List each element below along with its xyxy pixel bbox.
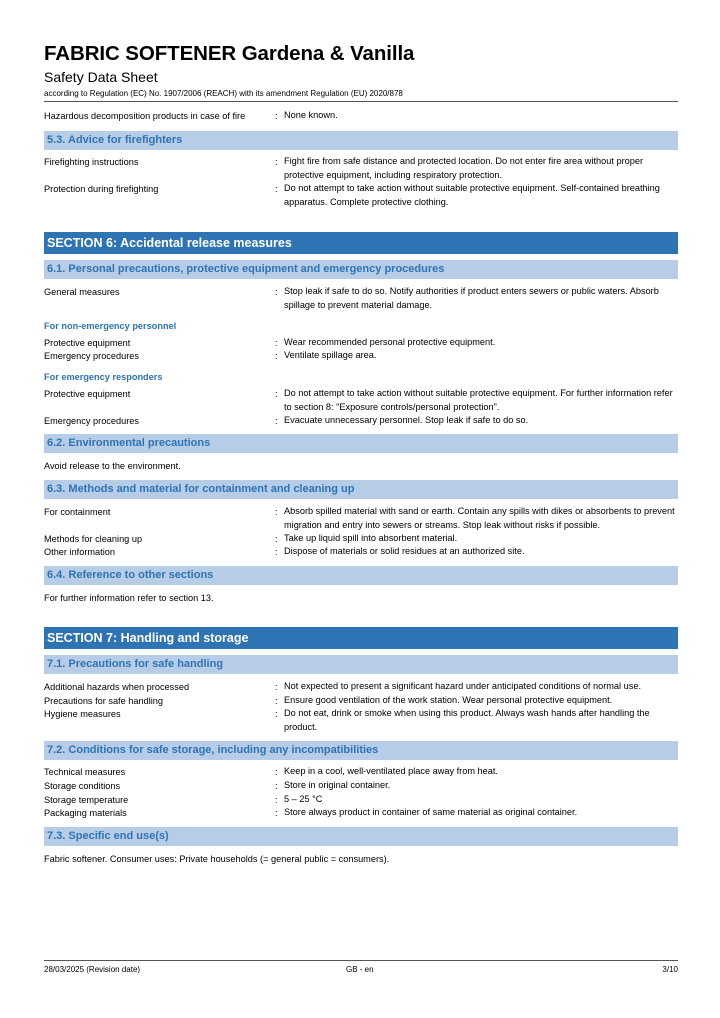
- document-title: FABRIC SOFTENER Gardena & Vanilla: [44, 42, 415, 65]
- er-emergency-procedures-label: Emergency procedures: [44, 416, 139, 426]
- subsection-6-4-header: 6.4. Reference to other sections: [44, 566, 678, 585]
- colon: :: [275, 547, 278, 557]
- colon: :: [275, 157, 278, 167]
- cleaning-up-value: Take up liquid spill into absorbent material.: [284, 533, 458, 543]
- safe-handling-value: Ensure good ventilation of the work station. Wear personal protective equipment.: [284, 695, 613, 705]
- storage-temperature-label: Storage temperature: [44, 795, 129, 805]
- page-number: 3/10: [662, 965, 678, 974]
- ne-emergency-procedures-value: Ventilate spillage area.: [284, 350, 377, 360]
- colon: :: [275, 351, 278, 361]
- subsection-6-2-header: 6.2. Environmental precautions: [44, 434, 678, 453]
- packaging-materials-value: Store always product in container of same material as original container.: [284, 807, 578, 817]
- containment-value: Absorb spilled material with sand or earth. Contain any spills with dikes or absorbents to prevent migration and entry into sewers or streams. Stop leak without risks if possible.: [284, 506, 675, 530]
- header-divider: [44, 101, 678, 102]
- cleaning-up-label: Methods for cleaning up: [44, 534, 143, 544]
- technical-measures-value: Keep in a cool, well-ventilated place away from heat.: [284, 766, 498, 776]
- er-protective-equipment-value: Do not attempt to take action without suitable protective equipment. For further information refer to section 8: "Exposure controls/personal protection".: [284, 388, 673, 412]
- subsection-6-1-header: 6.1. Personal precautions, protective equipment and emergency procedures: [44, 260, 678, 279]
- language-code: GB - en: [346, 965, 374, 974]
- other-information-value: Dispose of materials or solid residues at an authorized site.: [284, 546, 525, 556]
- er-protective-equipment-label: Protective equipment: [44, 389, 131, 399]
- colon: :: [275, 111, 278, 121]
- colon: :: [275, 682, 278, 692]
- colon: :: [275, 389, 278, 399]
- environmental-precautions-text: Avoid release to the environment.: [44, 461, 181, 471]
- hygiene-measures-label: Hygiene measures: [44, 709, 121, 719]
- subsection-7-3-header: 7.3. Specific end use(s): [44, 827, 678, 846]
- decomposition-value: None known.: [284, 110, 338, 120]
- firefighting-protection-label: Protection during firefighting: [44, 184, 159, 194]
- colon: :: [275, 808, 278, 818]
- revision-date: 28/03/2025 (Revision date): [44, 965, 141, 974]
- section-6-header: SECTION 6: Accidental release measures: [44, 232, 678, 254]
- regulation-note: according to Regulation (EC) No. 1907/2006 (REACH) with its amendment Regulation (EU) 2020/878: [44, 89, 403, 98]
- document-subtitle: Safety Data Sheet: [44, 69, 158, 85]
- er-emergency-procedures-value: Evacuate unnecessary personnel. Stop leak if safe to do so.: [284, 415, 529, 425]
- technical-measures-label: Technical measures: [44, 767, 126, 777]
- colon: :: [275, 507, 278, 517]
- containment-label: For containment: [44, 507, 111, 517]
- general-measures-label: General measures: [44, 287, 120, 297]
- colon: :: [275, 767, 278, 777]
- firefighting-protection-value: Do not attempt to take action without suitable protective equipment. Self-contained breathing apparatus. Complete protective clothing.: [284, 183, 660, 207]
- non-emergency-personnel-heading: For non-emergency personnel: [44, 321, 177, 331]
- hygiene-measures-value: Do not eat, drink or smoke when using this product. Always wash hands after handling the product.: [284, 708, 650, 732]
- colon: :: [275, 795, 278, 805]
- ne-protective-equipment-value: Wear recommended personal protective equipment.: [284, 337, 496, 347]
- ne-protective-equipment-label: Protective equipment: [44, 338, 131, 348]
- firefighting-instructions-label: Firefighting instructions: [44, 157, 139, 167]
- colon: :: [275, 534, 278, 544]
- colon: :: [275, 709, 278, 719]
- reference-text: For further information refer to section 13.: [44, 593, 214, 603]
- packaging-materials-label: Packaging materials: [44, 808, 127, 818]
- storage-temperature-value: 5 – 25 °C: [284, 794, 323, 804]
- storage-conditions-value: Store in original container.: [284, 780, 391, 790]
- subsection-7-2-header: 7.2. Conditions for safe storage, including any incompatibilities: [44, 741, 678, 760]
- colon: :: [275, 696, 278, 706]
- additional-hazards-value: Not expected to present a significant hazard under anticipated conditions of normal use.: [284, 681, 641, 691]
- colon: :: [275, 781, 278, 791]
- safe-handling-label: Precautions for safe handling: [44, 696, 164, 706]
- colon: :: [275, 338, 278, 348]
- footer-divider: [44, 960, 678, 961]
- other-information-label: Other information: [44, 547, 115, 557]
- end-use-text: Fabric softener. Consumer uses: Private households (= general public = consumers).: [44, 854, 390, 864]
- decomposition-label: Hazardous decomposition products in case of fire: [44, 111, 246, 121]
- subsection-7-1-header: 7.1. Precautions for safe handling: [44, 655, 678, 674]
- general-measures-value: Stop leak if safe to do so. Notify authorities if product enters sewers or public waters. Absorb spillage to prevent material damage.: [284, 286, 659, 310]
- colon: :: [275, 287, 278, 297]
- emergency-responders-heading: For emergency responders: [44, 372, 163, 382]
- subsection-5-3-header: 5.3. Advice for firefighters: [44, 131, 678, 150]
- additional-hazards-label: Additional hazards when processed: [44, 682, 190, 692]
- firefighting-instructions-value: Fight fire from safe distance and protected location. Do not enter fire area without proper protective equipment, including respiratory protection.: [284, 156, 644, 180]
- ne-emergency-procedures-label: Emergency procedures: [44, 351, 139, 361]
- colon: :: [275, 184, 278, 194]
- colon: :: [275, 416, 278, 426]
- section-7-header: SECTION 7: Handling and storage: [44, 627, 678, 649]
- subsection-6-3-header: 6.3. Methods and material for containment and cleaning up: [44, 480, 678, 499]
- storage-conditions-label: Storage conditions: [44, 781, 121, 791]
